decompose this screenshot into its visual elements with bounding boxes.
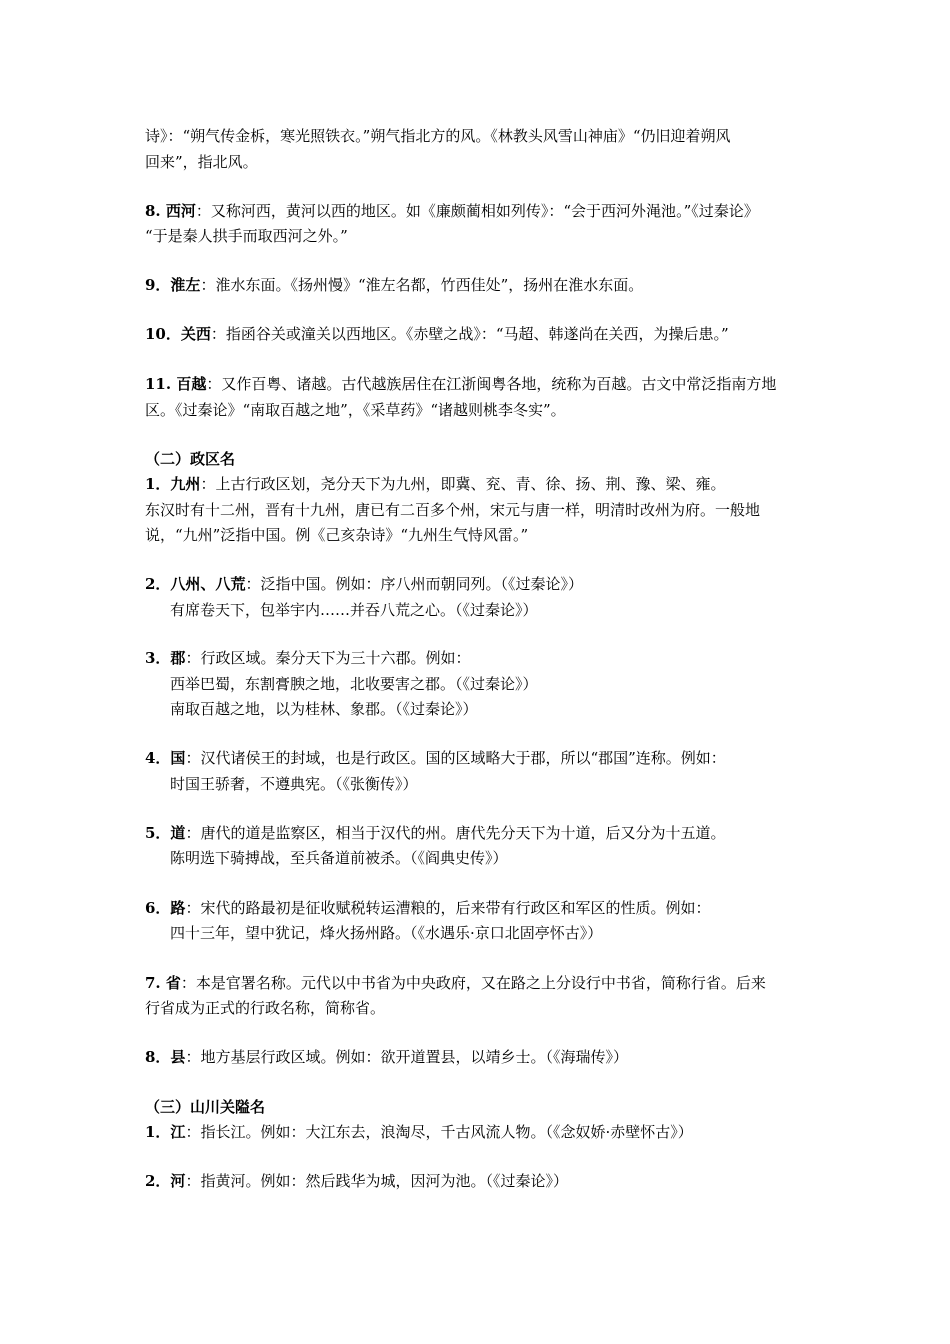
entry-term: 8. 西河 <box>145 202 196 220</box>
paragraph-line: 说，“九州”泛指中国。例《己亥杂诗》“九州生气恃风雷。” <box>145 526 529 544</box>
entry-jiuzhou: 1．九州：上古行政区划，尧分天下为九州，即冀、兖、青、徐、扬、荆、豫、梁、雍。 <box>145 475 726 493</box>
entry-term: 6．路 <box>145 899 186 917</box>
entry-guo: 4．国：汉代诸侯王的封域，也是行政区。国的区域略大于郡，所以“郡国”连称。例如： <box>145 749 726 767</box>
entry-xihe: 8. 西河：又称河西，黄河以西的地区。如《廉颇蔺相如列传》：“会于西河外渑池。”《过秦论》 <box>145 202 759 220</box>
example-line: 有席卷天下，包举宇内……并吞八荒之心。（《过秦论》） <box>170 601 538 619</box>
entry-jun: 3．郡：行政区域。秦分天下为三十六郡。例如： <box>145 649 471 667</box>
entry-term: 11. 百越 <box>145 375 207 393</box>
entry-bazhou: 2．八州、八荒：泛指中国。例如：序八州而朝同列。（《过秦论》） <box>145 575 583 593</box>
entry-term: 1．江 <box>145 1123 186 1141</box>
entry-term: 9．淮左 <box>145 276 201 294</box>
paragraph-line: 回来”，指北风。 <box>145 153 258 171</box>
entry-dao: 5．道：唐代的道是监察区，相当于汉代的州。唐代先分天下为十道，后又分为十五道。 <box>145 824 726 842</box>
example-line: 西举巴蜀，东割膏腴之地，北收要害之郡。（《过秦论》） <box>170 675 538 693</box>
entry-term: 5．道 <box>145 824 186 842</box>
entry-term: 3．郡 <box>145 649 186 667</box>
paragraph-line: “于是秦人拱手而取西河之外。” <box>145 227 348 245</box>
entry-he: 2．河：指黄河。例如：然后践华为城，因河为池。（《过秦论》） <box>145 1172 568 1190</box>
paragraph-line: 行省成为正式的行政名称，简称省。 <box>145 999 386 1017</box>
example-line: 四十三年，望中犹记，烽火扬州路。（《水遇乐·京口北固亭怀古》） <box>170 924 603 942</box>
paragraph-line: 诗》：“朔气传金柝，寒光照铁衣。”朔气指北方的风。《林教头风雪山神庙》“仍旧迎着朔风 <box>145 127 731 145</box>
section-heading: （三）山川关隘名 <box>145 1098 266 1116</box>
entry-guanxi: 10．关西：指函谷关或潼关以西地区。《赤壁之战》：“马超、韩遂尚在关西，为操后患。” <box>145 325 729 343</box>
example-line: 南取百越之地，以为桂林、象郡。（《过秦论》） <box>170 700 478 718</box>
entry-term: 2．河 <box>145 1172 186 1190</box>
entry-term: 7. 省 <box>145 974 181 992</box>
entry-sheng: 7. 省：本是官署名称。元代以中书省为中央政府，又在路之上分设行中书省，简称行省。后来 <box>145 974 766 992</box>
paragraph-line: 区。《过秦论》“南取百越之地”，《采草药》“诸越则桃李冬实”。 <box>145 401 566 419</box>
entry-lu: 6．路：宋代的路最初是征收赋税转运漕粮的，后来带有行政区和军区的性质。例如： <box>145 899 711 917</box>
example-line: 时国王骄奢，不遵典宪。（《张衡传》） <box>170 775 418 793</box>
entry-huaizuo: 9．淮左：淮水东面。《扬州慢》“淮左名都，竹西佳处”，扬州在淮水东面。 <box>145 276 644 294</box>
entry-term: 8．县 <box>145 1048 186 1066</box>
entry-xian: 8．县：地方基层行政区域。例如：欲开道置县，以靖乡士。（《海瑞传》） <box>145 1048 628 1066</box>
entry-term: 10．关西 <box>145 325 211 343</box>
entry-term: 4．国 <box>145 749 186 767</box>
entry-baiyue: 11. 百越：又作百粤、诸越。古代越族居住在江浙闽粤各地，统称为百越。古文中常泛指南方地 <box>145 375 777 393</box>
example-line: 陈明选下骑搏战，至兵备道前被杀。（《阎典史传》） <box>170 849 508 867</box>
entry-term: 1．九州 <box>145 475 201 493</box>
paragraph-line: 东汉时有十二州，晋有十九州，唐已有二百多个州，宋元与唐一样，明清时改州为府。一般地 <box>145 501 761 519</box>
entry-term: 2．八州、八荒 <box>145 575 246 593</box>
entry-jiang: 1．江：指长江。例如：大江东去，浪淘尽，千古风流人物。（《念奴娇·赤壁怀古》） <box>145 1123 693 1141</box>
section-heading: （二）政区名 <box>145 450 236 468</box>
